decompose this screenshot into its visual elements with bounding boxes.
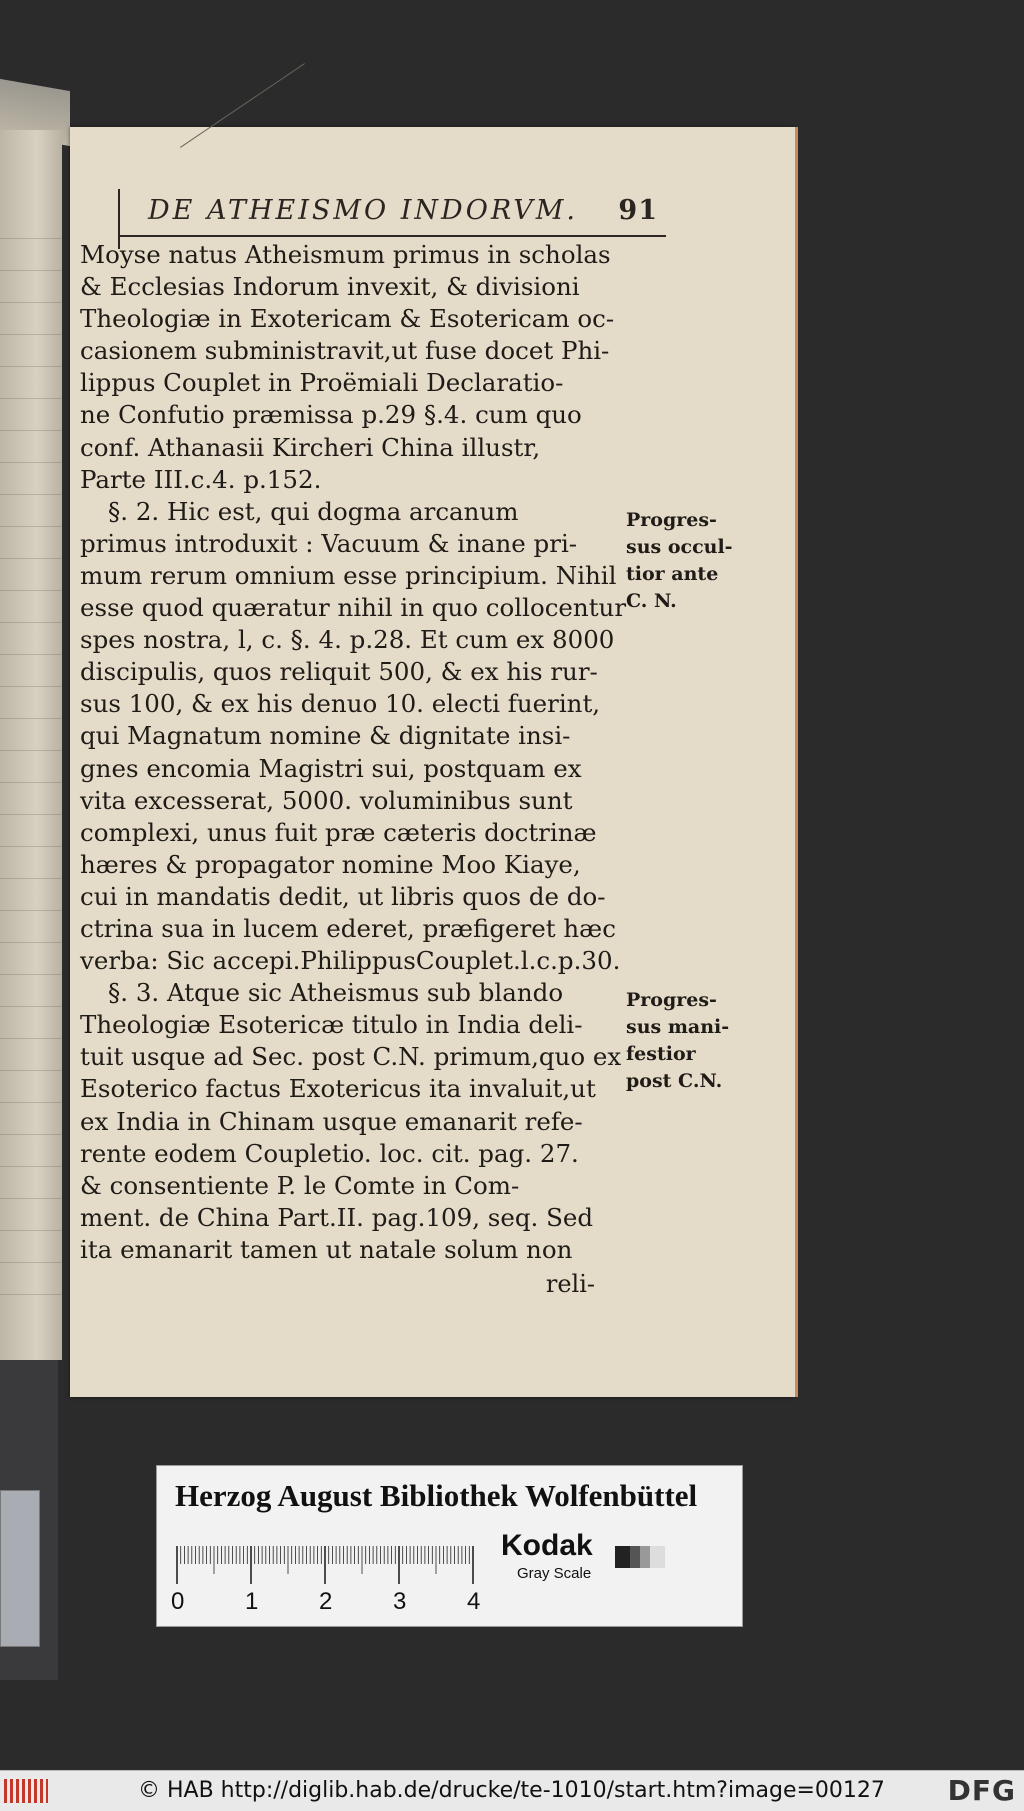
text-line: & Ecclesias Indorum invexit, & divisioni <box>80 272 580 302</box>
ghost-line <box>0 498 62 527</box>
ghost-line <box>0 722 62 751</box>
ghost-line <box>0 754 62 783</box>
page-crease <box>180 63 305 148</box>
text-line: ex India in Chinam usque emanarit refe- <box>80 1106 583 1136</box>
ghost-line <box>0 1234 62 1263</box>
ghost-line <box>0 658 62 687</box>
ghost-line <box>0 946 62 975</box>
ghost-line <box>0 690 62 719</box>
ghost-line <box>0 1266 62 1295</box>
text-line: lippus Couplet in Proëmiali Declaratio- <box>80 368 564 398</box>
ruler-number: 1 <box>245 1588 259 1615</box>
ghost-line <box>0 434 62 463</box>
ghost-line <box>0 978 62 1007</box>
text-line: §. 3. Atque sic Atheismus sub blando <box>108 978 564 1008</box>
kodak-logo: Kodak <box>501 1529 593 1562</box>
text-line: vita excesserat, 5000. voluminibus sunt <box>80 785 573 815</box>
gray-scale-card <box>156 1465 743 1627</box>
ghost-line <box>0 850 62 879</box>
ghost-line <box>0 594 62 623</box>
text-line: conf. Athanasii Kircheri China illustr, <box>80 432 541 462</box>
text-line: §. 2. Hic est, qui dogma arcanum <box>108 496 519 526</box>
dfg-logo: DFG <box>947 1774 1016 1807</box>
ghost-line <box>0 466 62 495</box>
note-line: sus occul- <box>626 536 733 558</box>
note-line: C. N. <box>626 590 677 612</box>
text-line: hæres & propagator nomine Moo Kiaye, <box>80 849 581 879</box>
note-line: Progres- <box>626 989 717 1011</box>
text-line: complexi, unus fuit præ cæteris doctrinæ <box>80 817 597 847</box>
text-line: Theologiæ Esotericæ titulo in India deli- <box>80 1010 583 1040</box>
ghost-line <box>0 562 62 591</box>
text-line: gnes encomia Magistri sui, postquam ex <box>80 753 582 783</box>
text-line: ctrina sua in lucem ederet, præfigeret hæc <box>80 913 616 943</box>
ghost-line <box>0 306 62 335</box>
page-number: 91 <box>618 195 658 226</box>
text-line: Esoterico factus Exotericus ita invaluit,ut <box>80 1074 596 1104</box>
ghost-line <box>0 1170 62 1199</box>
source-url[interactable]: © HAB http://diglib.hab.de/drucke/te-1010/start.htm?image=00127 <box>138 1778 885 1803</box>
text-line: rente eodem Coupletio. loc. cit. pag. 27. <box>80 1138 579 1168</box>
ghost-line <box>0 1042 62 1071</box>
footer-bar <box>0 1770 1024 1811</box>
text-line: cui in mandatis dedit, ut libris quos de do- <box>80 881 606 911</box>
ghost-line <box>0 530 62 559</box>
text-line: & consentiente P. le Comte in Com- <box>80 1170 520 1200</box>
text-line: tuit usque ad Sec. post C.N. primum,quo ex <box>80 1042 622 1072</box>
ghost-line <box>0 402 62 431</box>
ghost-line <box>0 818 62 847</box>
text-line: sus 100, & ex his denuo 10. electi fuerint, <box>80 689 601 719</box>
ruler-number: 3 <box>393 1588 407 1615</box>
marginal-note-2 <box>626 987 746 1095</box>
gray-patches <box>615 1546 665 1568</box>
note-line: Progres- <box>626 509 717 531</box>
book-page <box>70 127 795 1397</box>
ghost-line <box>0 1202 62 1231</box>
ghost-line <box>0 1138 62 1167</box>
catchword: reli- <box>545 1270 595 1298</box>
text-line: esse quod quæratur nihil in quo collocentur <box>80 593 627 623</box>
text-line: qui Magnatum nomine & dignitate insi- <box>80 721 571 751</box>
gray-scale-label: Gray Scale <box>517 1565 592 1582</box>
ghost-line <box>0 1010 62 1039</box>
text-line: Parte III.c.4. p.152. <box>80 464 322 494</box>
ghost-line <box>0 626 62 655</box>
ghost-line <box>0 210 62 239</box>
ghost-line <box>0 786 62 815</box>
ruler-number: 2 <box>319 1588 333 1615</box>
ruler-number: 0 <box>171 1588 185 1615</box>
header-title: DE ATHEISMO INDORVM. <box>148 195 578 226</box>
text-line: primus introduxit : Vacuum & inane pri- <box>80 528 578 558</box>
text-line: spes nostra, l, c. §. 4. p.28. Et cum ex 8000 <box>80 625 615 655</box>
institution-name: Herzog August Bibliothek Wolfenbüttel <box>175 1478 698 1513</box>
marginal-note-1 <box>626 507 746 615</box>
ghost-line <box>0 1106 62 1135</box>
ruler-number: 4 <box>467 1588 481 1615</box>
text-line: verba: Sic accepi.PhilippusCouplet.l.c.p.30. <box>80 946 621 976</box>
text-line: Moyse natus Atheismum primus in scholas <box>80 240 611 269</box>
shelf-label <box>0 1490 40 1647</box>
body-text <box>80 239 627 1266</box>
ghost-line <box>0 1074 62 1103</box>
ruler-numbers <box>171 1588 631 1618</box>
text-line: Theologiæ in Exotericam & Esotericam oc- <box>80 304 615 334</box>
text-line: ne Confutio præmissa p.29 §.4. cum quo <box>80 400 582 430</box>
ghost-line <box>0 914 62 943</box>
ghost-line <box>0 242 62 271</box>
note-line: sus mani- <box>626 1016 730 1038</box>
note-line: post C.N. <box>626 1070 723 1092</box>
ghost-line <box>0 274 62 303</box>
ghost-line <box>0 882 62 911</box>
running-header <box>118 189 666 237</box>
text-line: ita emanarit tamen ut natale solum non <box>80 1234 573 1264</box>
hab-barcode-icon <box>4 1779 48 1803</box>
text-line: mum rerum omnium esse principium. Nihil <box>80 560 617 590</box>
text-line: casionem subministravit,ut fuse docet Phi- <box>80 336 610 366</box>
note-line: tior ante <box>626 563 719 585</box>
text-line: ment. de China Part.II. pag.109, seq. Sed <box>80 1202 594 1232</box>
ghost-line <box>0 338 62 367</box>
note-line: festior <box>626 1043 696 1065</box>
adjacent-page-edge <box>0 130 62 1360</box>
text-line: discipulis, quos reliquit 500, & ex his rur- <box>80 657 598 687</box>
ghost-line <box>0 370 62 399</box>
